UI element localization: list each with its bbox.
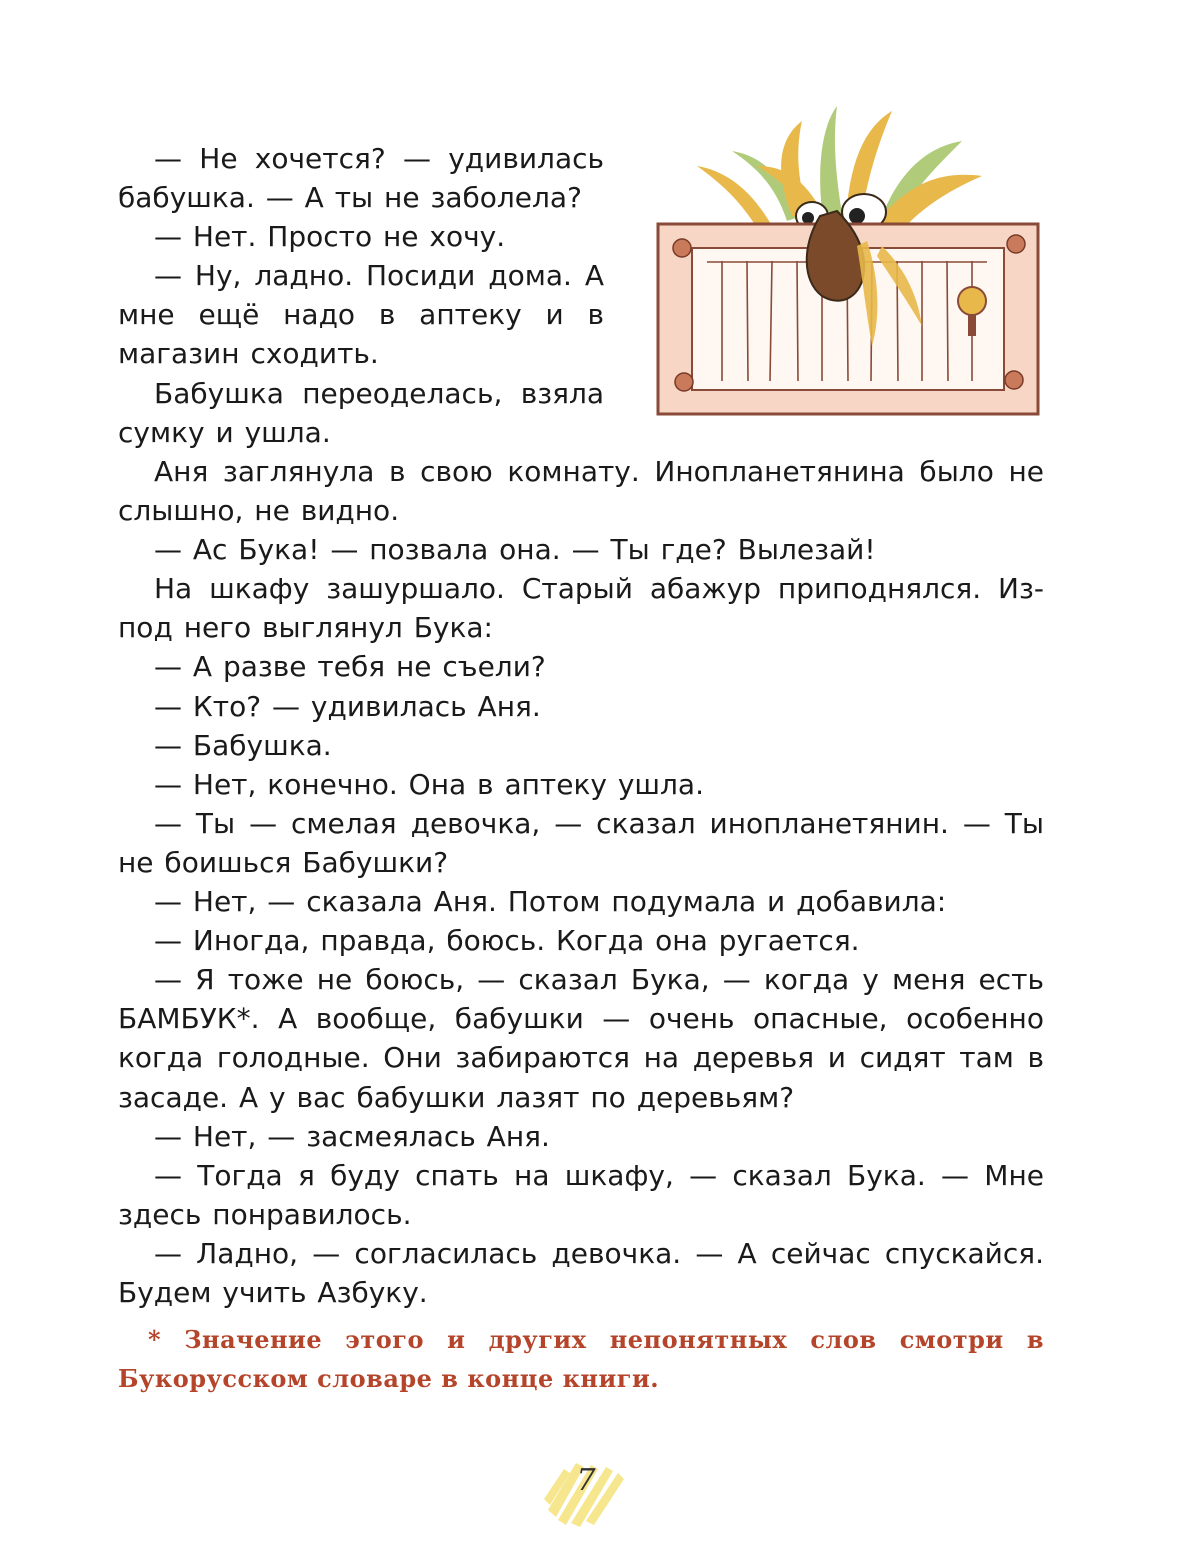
paragraph: — Ладно, — согласилась девочка. — А сейчас спускайся. Будем учить Азбуку. xyxy=(118,1236,1044,1309)
page-number-badge xyxy=(536,1455,636,1535)
paragraph: — Я тоже не боюсь, — сказал Бука, — когда у меня есть БАМБУК*. А вообще, бабушки — очень опасные, особенно когда голодные. Они забираются на деревья и сидят там в засаде. А у вас бабушки лазят по деревьям? xyxy=(118,963,1044,1114)
paragraph: На шкафу зашуршало. Старый абажур приподнялся. Из-под него выглянул Бука: xyxy=(118,572,1044,645)
paragraph: — Иногда, правда, боюсь. Когда она ругается. xyxy=(154,924,860,958)
footnote: * Значение этого и других непонятных слов смотри в Букорусском словаре в конце книги. xyxy=(118,1325,1044,1393)
paragraph: — Не хочется? — удивилась бабушка. — А ты не заболела? xyxy=(118,142,604,215)
paragraph: — Ну, ладно. Посиди дома. А мне ещё надо в аптеку и в магазин сходить. xyxy=(118,259,604,371)
paragraph: — Кто? — удивилась Аня. xyxy=(154,689,541,723)
paragraph: Аня заглянула в свою комнату. Инопланетянина было не слышно, не видно. xyxy=(118,455,1044,528)
paragraph: — А разве тебя не съели? xyxy=(154,650,546,684)
paragraph: — Нет, — засмеялась Аня. xyxy=(154,1119,550,1153)
paragraph: — Нет, — сказала Аня. Потом подумала и добавила: xyxy=(154,885,947,919)
paragraph: — Нет. Просто не хочу. xyxy=(154,220,506,254)
paragraph: — Бабушка. xyxy=(154,728,332,762)
page-number: 7 xyxy=(576,1463,596,1498)
paragraph: — Ты — смелая девочка, — сказал инопланетянин. — Ты не боишься Бабушки? xyxy=(118,806,1044,879)
paragraph: — Ас Бука! — позвала она. — Ты где? Вылезай! xyxy=(154,533,876,567)
main-text-column xyxy=(118,452,1044,1312)
top-text-column xyxy=(118,139,604,452)
alien-peeking-over-crib-icon xyxy=(652,96,1044,416)
paragraph: Бабушка переоделась, взяла сумку и ушла. xyxy=(118,376,604,449)
paragraph: — Тогда я буду спать на шкафу, — сказал Бука. — Мне здесь понравилось. xyxy=(118,1158,1044,1231)
paragraph: — Нет, конечно. Она в аптеку ушла. xyxy=(154,767,704,801)
